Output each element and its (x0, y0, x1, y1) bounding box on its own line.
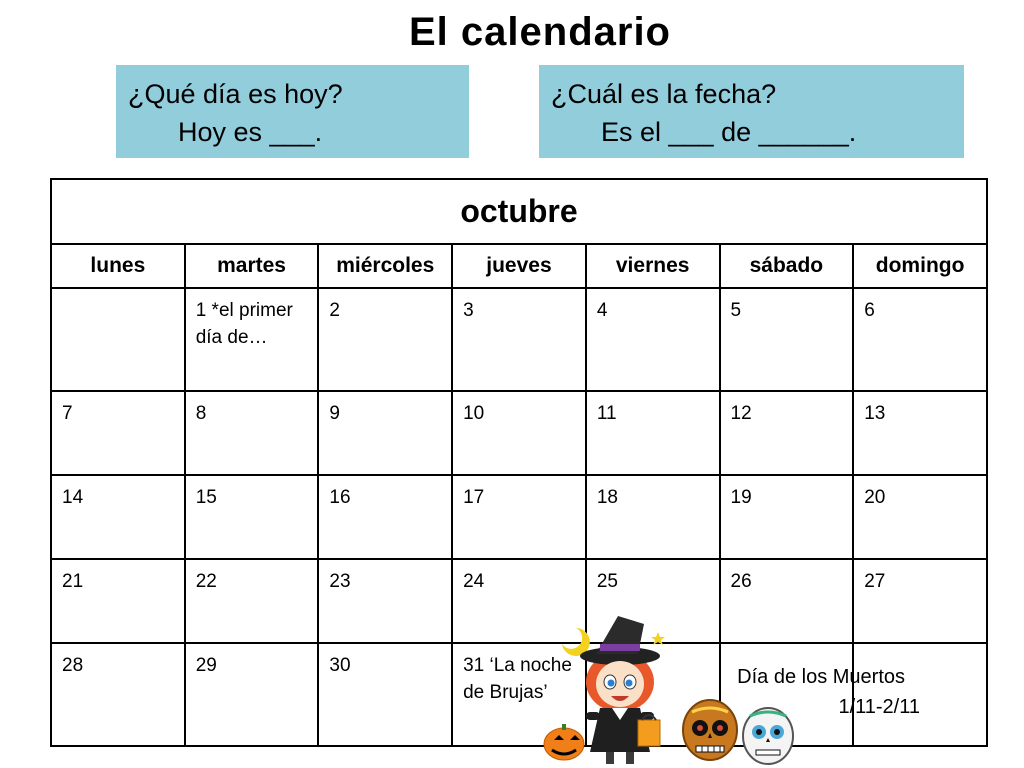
day-header-jueves: jueves (452, 244, 586, 288)
day-cell: 27 (853, 559, 987, 643)
day-cell: 3 (452, 288, 586, 391)
day-cell: 21 (51, 559, 185, 643)
day-cell: 31 ‘La noche de Brujas’ (452, 643, 586, 746)
day-cell: 22 (185, 559, 319, 643)
day-cell: 18 (586, 475, 720, 559)
week-row (51, 559, 987, 643)
day-cell (51, 288, 185, 391)
month-header: octubre (51, 179, 987, 244)
page-title: El calendario (409, 10, 671, 54)
answer-date: Es el ___ de ______. (601, 117, 857, 147)
calendar-table (50, 178, 988, 747)
day-cell: 15 (185, 475, 319, 559)
question-date: ¿Cuál es la fecha? (551, 79, 777, 109)
day-cell: 29 (185, 643, 319, 746)
day-cell: 1 *el primer día de… (185, 288, 319, 391)
day-cell: 4 (586, 288, 720, 391)
day-header-sabado: sábado (720, 244, 854, 288)
week-row (51, 391, 987, 475)
week-row (51, 475, 987, 559)
day-header-lunes: lunes (51, 244, 185, 288)
witch-girl-icon (540, 612, 670, 768)
day-cell: 30 (318, 643, 452, 746)
day-cell: 26 (720, 559, 854, 643)
day-cell: 14 (51, 475, 185, 559)
day-cell: 5 (720, 288, 854, 391)
day-cell: 2 (318, 288, 452, 391)
day-header-martes: martes (185, 244, 319, 288)
day-header-viernes: viernes (586, 244, 720, 288)
day-cell: 23 (318, 559, 452, 643)
day-header-domingo: domingo (853, 244, 987, 288)
day-cell: 19 (720, 475, 854, 559)
question-box-day (116, 65, 469, 158)
sugar-skull-icon (680, 696, 800, 768)
day-cell: 8 (185, 391, 319, 475)
day-cell: 12 (720, 391, 854, 475)
answer-day: Hoy es ___. (178, 117, 323, 147)
day-cell: 24 (452, 559, 586, 643)
day-cell: 17 (452, 475, 586, 559)
week-row (51, 643, 987, 746)
day-header-miercoles: miércoles (318, 244, 452, 288)
day-cell: 28 (51, 643, 185, 746)
day-cell: 25 (586, 559, 720, 643)
day-cell: 13 (853, 391, 987, 475)
day-cell: 20 (853, 475, 987, 559)
day-cell: 10 (452, 391, 586, 475)
note-dates: 1/11-2/11 (838, 696, 920, 718)
question-box-date (539, 65, 964, 158)
day-cell: 7 (51, 391, 185, 475)
question-day: ¿Qué día es hoy? (128, 79, 343, 109)
day-cell: 6 (853, 288, 987, 391)
day-cell: 9 (318, 391, 452, 475)
day-cell: 16 (318, 475, 452, 559)
week-row (51, 288, 987, 391)
day-cell (853, 643, 987, 746)
day-cell: 11 (586, 391, 720, 475)
note-dia-de-los-muertos: Día de los Muertos (737, 666, 905, 688)
